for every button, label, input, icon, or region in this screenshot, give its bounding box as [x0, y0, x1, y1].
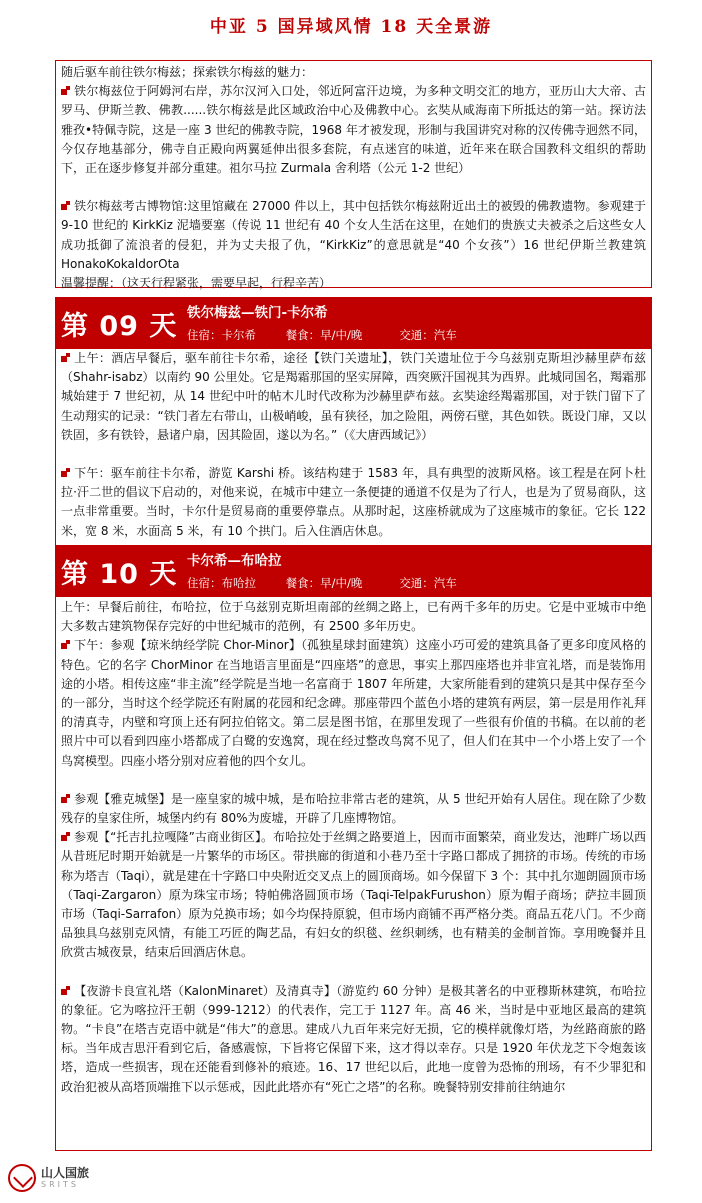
- bullet-icon: [61, 794, 71, 804]
- mountain-logo-icon: [8, 1164, 36, 1192]
- day9-stay: 住宿：卡尔希: [187, 328, 256, 342]
- bullet-icon: [61, 986, 71, 996]
- day10-content: [55, 595, 652, 1151]
- bullet-icon: [61, 353, 71, 363]
- bullet-icon: [61, 468, 71, 478]
- day10-ark-fortress: 参观【雅克城堡】是一座皇家的城中城，是布哈拉非常古老的建筑，从 5 世纪开始有人居住。现在除了少数残存的皇家住所，城堡内约有 80%为废墟，开辟了几座博物馆。: [61, 791, 646, 826]
- bullet-icon: [61, 86, 71, 96]
- logo-chinese-name: 山人国旅: [41, 1166, 90, 1180]
- day10-stay: 住宿：布哈拉: [187, 576, 256, 590]
- day10-label: 第 10 天: [61, 559, 178, 590]
- day10-afternoon: 下午：参观【琼米纳经学院 Chor-Minor】（孤独星球封面建筑）这座小巧可爱的建筑具备了更多印度风格的特色。它的名字 ChorMinor 在当地语言里面是“四座塔”的意思，事实上那四座塔也并非宣礼塔，而是装饰用途的小塔。相传这座“非主流”经学院是当地一名富商于 1807 年所建，大家所能看到的建筑只是其中保存至今的一部分，当时这个经学院还有附属的花园和纪念碑。那座带四个蓝色小塔的建筑有两层，第一层是用作礼拜的清真寺，内壁和穹顶上还有阿拉伯铭文。第二层是图书馆，在那里发现了一些很有价值的书稿。在以前的老照片中可以看到四座小塔都成了白鹭的安逸窝，现在经过整改鸟窝不见了，但人们在其中一个小塔上安了一个鸟窝模型。四座小塔分别对应着他的四个女儿。: [61, 638, 646, 768]
- day10-route: 卡尔希—布哈拉: [187, 553, 282, 569]
- day9-info: [187, 327, 457, 343]
- intro-section: [55, 60, 652, 291]
- intro-museum-paragraph: 铁尔梅兹考古博物馆:这里馆藏在 27000 件以上，其中包括铁尔梅兹附近出土的被毁的佛教遗物。参观建于 9-10 世纪的 KirkKiz 泥墙要塞（传说 11 世纪有 40 个女人生活在这里，在她们的贵族丈夫被杀之后这些女人成功抵御了流浪者的侵犯，并为丈夫报了仇，“KirkKiz”的意思就是“40 个女孩”）16 世纪伊斯兰教建筑 HonakoKokaldorOta: [61, 199, 646, 271]
- bullet-icon: [61, 640, 71, 650]
- day10-transport: 交通：汽车: [399, 576, 457, 590]
- day10-header: [55, 545, 652, 597]
- day9-morning: 上午：酒店早餐后，驱车前往卡尔希，途径【铁门关遗址】，铁门关遗址位于今乌兹别克斯坦沙赫里萨布兹（Shahr-isabz）以南约 90 公里处。它是羯霜那国的坚实屏障，西突厥汗国视其为西界。此城同国名，羯霜那城始建于 7 世纪初，从 14 世纪中叶的帖木儿时代改称为沙赫里萨布兹。玄奘途经羯霜那国，对于铁门留下了生动翔实的记录：“铁门者左右带山，山极峭峻，虽有狭径，加之险阻，两傍石壁，其色如铁。既设门扉，又以铁固，多有铁铃，悬诸户扇，因其险固，遂以为名。”（《大唐西域记》）: [61, 351, 646, 442]
- bullet-icon: [61, 201, 71, 211]
- day9-meals: 餐食：早/中/晚: [285, 328, 363, 342]
- logo-english-name: SRITS: [41, 1180, 79, 1189]
- company-logo: [8, 1162, 118, 1196]
- intro-lead: 随后驱车前往铁尔梅兹；探索铁尔梅兹的魅力：: [61, 65, 314, 79]
- bullet-icon: [61, 832, 71, 842]
- day10-meals: 餐食：早/中/晚: [285, 576, 363, 590]
- day9-transport: 交通：汽车: [399, 328, 457, 342]
- day9-label: 第 09 天: [61, 311, 178, 342]
- day10-info: [187, 575, 457, 591]
- day9-header: [55, 297, 652, 349]
- page-title: 中亚 5 国异域风情 18 天全景游: [209, 17, 493, 37]
- day9-afternoon: 下午：驱车前往卡尔希，游览 Karshi 桥。该结构建于 1583 年，具有典型的波斯风格。该工程是在阿卜杜拉·汗二世的倡议下启动的，对他来说，在城市中建立一条便捷的通道不仅是为了行人，也是为了贸易商队，这一点非常重要。当时，卡尔什是贸易商的重要停靠点。从那时起，这座桥就成为了这座城市的象征。它长 122 米，宽 8 米，水面高 5 米，有 10 个拱门。后入住酒店休息。: [61, 466, 646, 538]
- intro-termez-paragraph: 铁尔梅兹位于阿姆河右岸，苏尔汉河入口处，邻近阿富汗边境，为多种文明交汇的地方，亚历山大大帝、古罗马、伊斯兰教、佛教......铁尔梅兹是此区域政治中心及佛教中心。玄奘从咸海南下所抵达的第一站。探访法雅孜•特佩寺院，这是一座 3 世纪的佛教寺院，1968 年才被发现，形制与我国讲究对称的汉传佛寺迥然不同，今仅存地基部分，佛寺自正殿向两翼延伸出很多套院，有点迷宫的味道，近年来在联合国教科文组织的帮助下，正在逐步修复并部分重建。祖尔马拉 Zurmala 舍利塔（公元 1-2 世纪）: [61, 84, 646, 176]
- day10-bazaar: 参观【“托吉扎拉嘎隆”古商业街区】。布哈拉处于丝绸之路要道上，因而市面繁荣，商业发达，池畔广场以西从昔班尼时期开始就是一片繁华的市场区。带拱廊的街道和小巷乃至十字路口都成了拥挤的市场。传统的市场称为塔吉（Taqi），就是建在十字路口中央附近交叉点上的圆顶商场。如今保留下 3 个：其中扎尔迦朗圆顶市场（Taqi-Zargaron）原为珠宝市场；特帕佛洛圆顶市场（Taqi-TelpakFurushon）原为帽子商场；萨拉丰圆顶市场（Taqi-Sarrafon）原为兑换市场；如今均保持原貌，但市场内商铺不再严格分类。商品五花八门。不少商品独具乌兹别克风情，有能工巧匠的陶艺品，有妇女的织毯、丝织刺绣，也有精美的金制首饰。享用晚餐并且欣赏古城夜景，结束后回酒店休息。: [61, 830, 646, 960]
- day9-content: [55, 346, 652, 548]
- intro-tip: 温馨提醒：（这天行程紧张，需要早起，行程辛苦）: [61, 276, 332, 291]
- day9-route: 铁尔梅兹—铁门-卡尔希: [187, 305, 328, 321]
- day10-morning: 上午：早餐后前往，布哈拉，位于乌兹别克斯坦南部的丝绸之路上，已有两千多年的历史。它是中亚城市中绝大多数古建筑物保存完好的中世纪城市的范例，有 2500 多年历史。: [61, 600, 646, 634]
- day10-kalon-minaret: 【夜游卡良宣礼塔（KalonMinaret）及清真寺】（游览约 60 分钟）是极其著名的中亚穆斯林建筑，布哈拉的象征。它为喀拉汗王朝（999-1212）的代表作，完工于 1127 年。高 46 米，当时是中亚地区最高的建筑物。“卡良”在塔吉克语中就是“伟大”的意思。建成八九百年来完好无损，它的模样就像灯塔，为丝路商旅的路标。当年成吉思汗看到它后，备感震惊，下旨将它保留下来，这才得以幸存。只是 1920 年伏龙芝下令炮轰该塔，造成一些损害，现在还能看到修补的痕迹。16、17 世纪以后，此地一度曾为恐怖的刑场，有不少罪犯和政治犯被从高塔顶端推下以示惩戒，因此此塔亦有“死亡之塔”的名称。晚餐特别安排前往纳迪尔: [61, 983, 646, 1094]
